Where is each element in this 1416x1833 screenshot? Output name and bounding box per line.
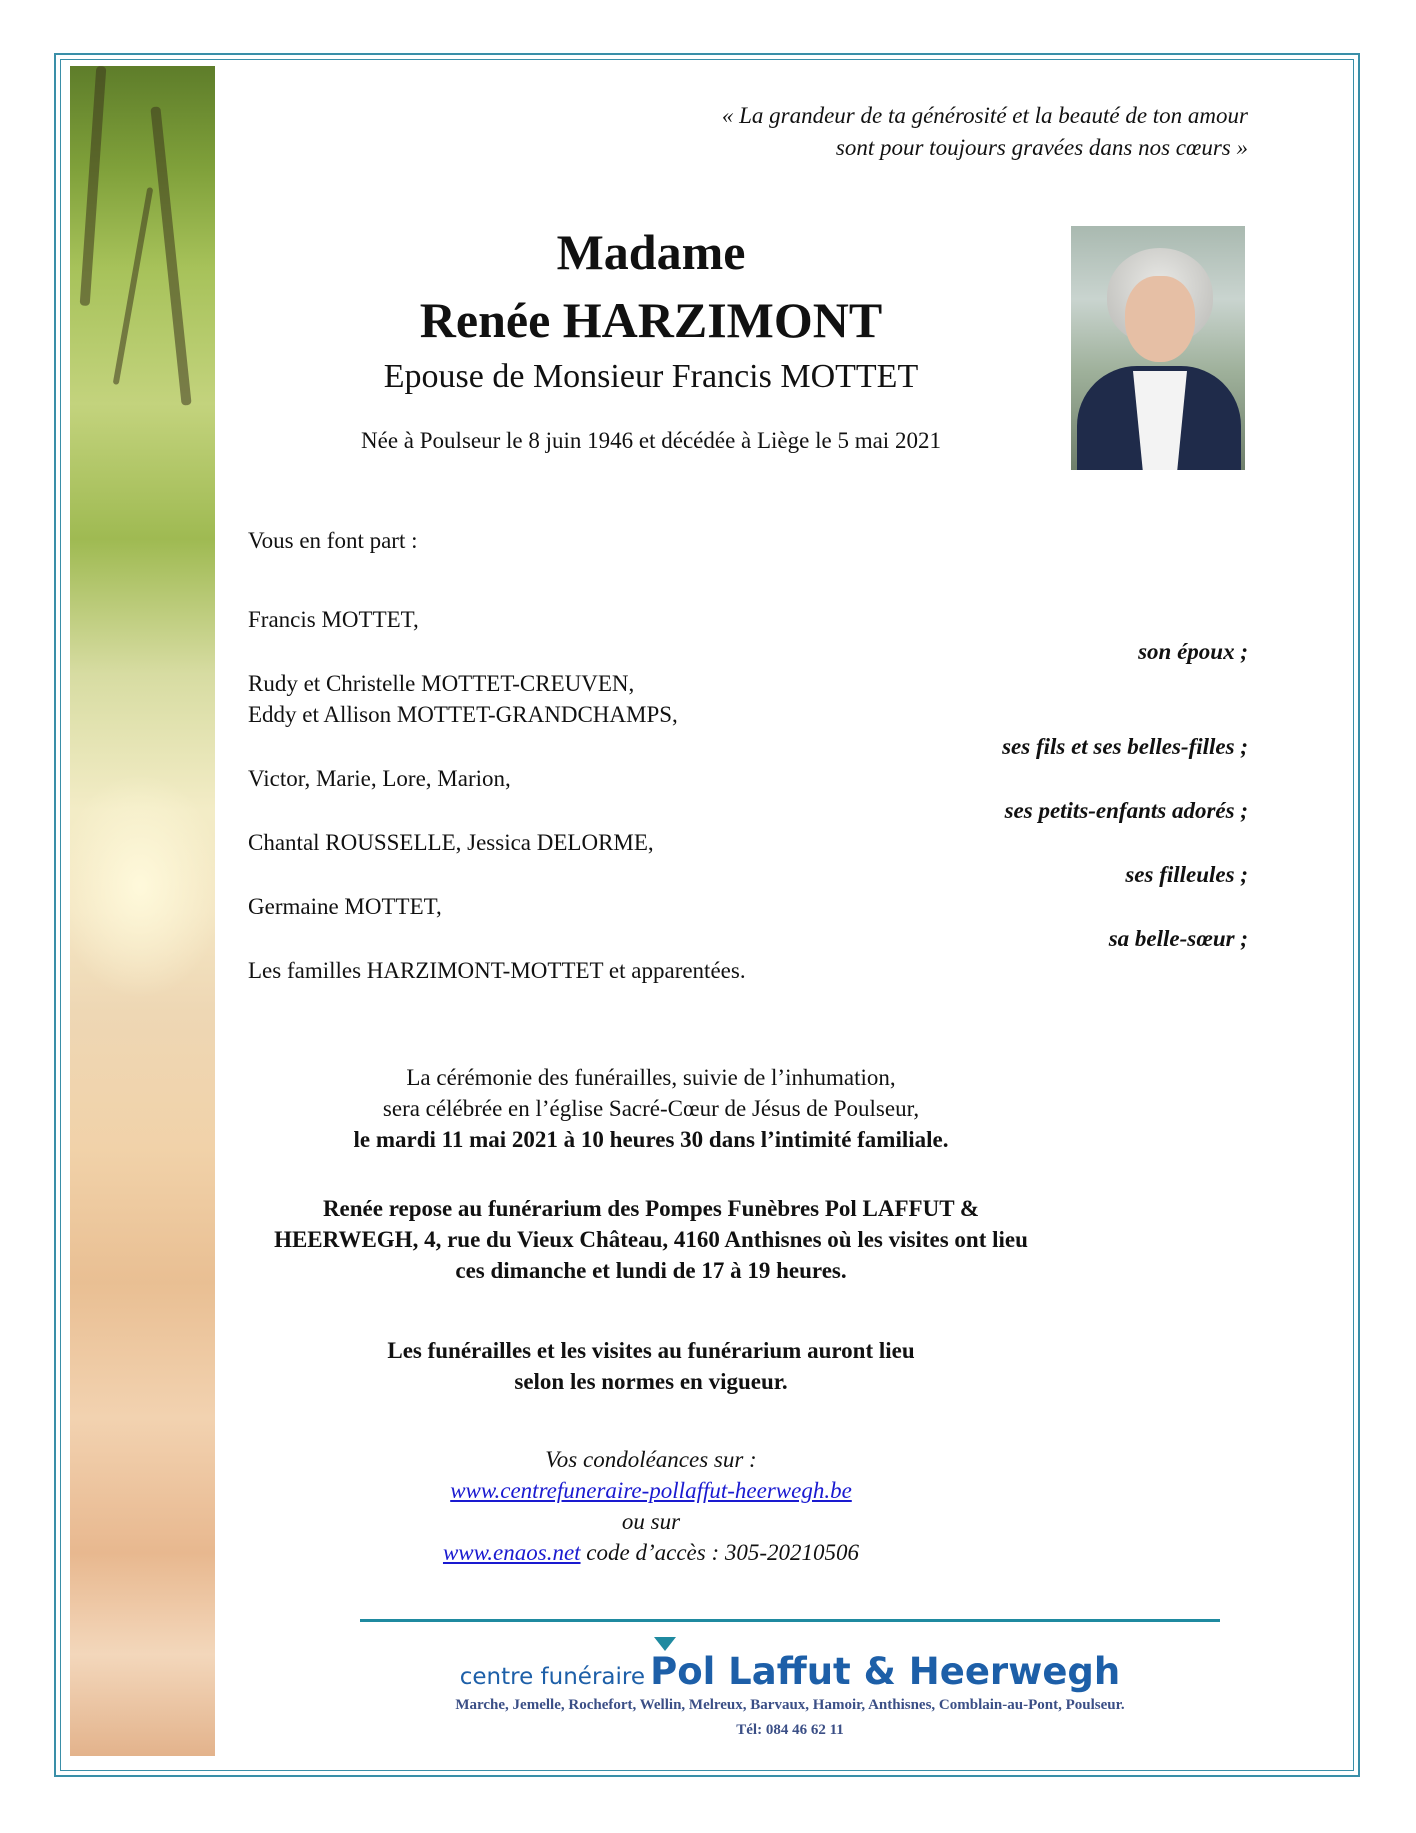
spouse-line: Epouse de Monsieur Francis MOTTET [383, 358, 919, 395]
family-name-francis: Francis MOTTET, [248, 607, 419, 632]
logo-big-text: Pol Laffut & Heerwegh [650, 1650, 1121, 1693]
family-name-germaine: Germaine MOTTET, [248, 894, 442, 919]
condolences-section [248, 1444, 1054, 1568]
memorial-quote [722, 100, 1248, 164]
birth-death-dates: Née à Poulseur le 8 juin 1946 et décédée à Liège le 5 mai 2021 [361, 428, 941, 453]
visitation-line-3: ces dimanche et lundi de 17 à 19 heures. [455, 1258, 847, 1283]
family-role-sons: ses fils et ses belles-filles ; [1002, 734, 1248, 759]
family-role-grandchildren: ses petits-enfants adorés ; [1004, 798, 1248, 823]
footer-divider [360, 1619, 1220, 1622]
family-name-eddy: Eddy et Allison MOTTET-GRANDCHAMPS, [248, 702, 678, 727]
condolences-or: ou sur [621, 1509, 681, 1534]
family-name-grandchildren: Victor, Marie, Lore, Marion, [248, 766, 511, 791]
ceremony-line-1: La cérémonie des funérailles, suivie de l’inhumation, [406, 1065, 896, 1090]
family-role-goddaughters: ses filleules ; [1125, 862, 1248, 887]
quote-line-2: sont pour toujours gravées dans nos cœurs » [835, 135, 1248, 160]
family-name-goddaughters: Chantal ROUSSELLE, Jessica DELORME, [248, 830, 654, 855]
ceremony-line-3: le mardi 11 mai 2021 à 10 heures 30 dans l’intimité familiale. [353, 1127, 949, 1152]
quote-line-1: « La grandeur de ta générosité et la beauté de ton amour [721, 103, 1248, 128]
logo-small-text: centre funéraire [459, 1664, 645, 1690]
visitation-section [248, 1193, 1054, 1286]
deceased-name: Renée HARZIMONT [419, 292, 883, 348]
condolences-link-centrefuneraire[interactable]: www.centrefuneraire-pollaffut-heerwegh.be [450, 1478, 852, 1503]
condolences-link-enaos[interactable]: www.enaos.net [442, 1540, 581, 1565]
portrait-face-shape [1125, 276, 1195, 362]
footer-telephone: Tél: 084 46 62 11 [736, 1722, 844, 1738]
norms-line-1: Les funérailles et les visites au funérarium auront lieu [387, 1338, 915, 1363]
family-role-sister-in-law: sa belle-sœur ; [1108, 926, 1248, 951]
footer-triangle-icon [654, 1637, 676, 1651]
announcement-intro: Vous en font part : [248, 528, 418, 553]
condolences-access-code: code d’accès : 305-20210506 [580, 1540, 860, 1565]
visitation-line-1: Renée repose au funérarium des Pompes Funèbres Pol LAFFUT & [322, 1196, 980, 1221]
footer-towns: Marche, Jemelle, Rochefort, Wellin, Melreux, Barvaux, Hamoir, Anthisnes, Comblain-au-Pont, Poulseur. [455, 1697, 1125, 1713]
portrait-photo [1071, 226, 1245, 470]
norms-line-2: selon les normes en vigueur. [514, 1369, 788, 1394]
family-closing: Les familles HARZIMONT-MOTTET et apparentées. [248, 958, 746, 983]
title-madame: Madame [556, 224, 746, 280]
condolences-label: Vos condoléances sur : [545, 1447, 757, 1472]
ceremony-line-2: sera célébrée en l’église Sacré-Cœur de Jésus de Poulseur, [382, 1096, 920, 1121]
family-role-spouse: son époux ; [1138, 639, 1248, 664]
norms-section [248, 1335, 1054, 1397]
forest-path-image [70, 66, 215, 1756]
ceremony-section [248, 1062, 1054, 1155]
family-name-rudy: Rudy et Christelle MOTTET-CREUVEN, [248, 671, 635, 696]
funeral-home-logo [360, 1650, 1220, 1693]
visitation-line-2: HEERWEGH, 4, rue du Vieux Château, 4160 Anthisnes où les visites ont lieu [274, 1227, 1028, 1252]
